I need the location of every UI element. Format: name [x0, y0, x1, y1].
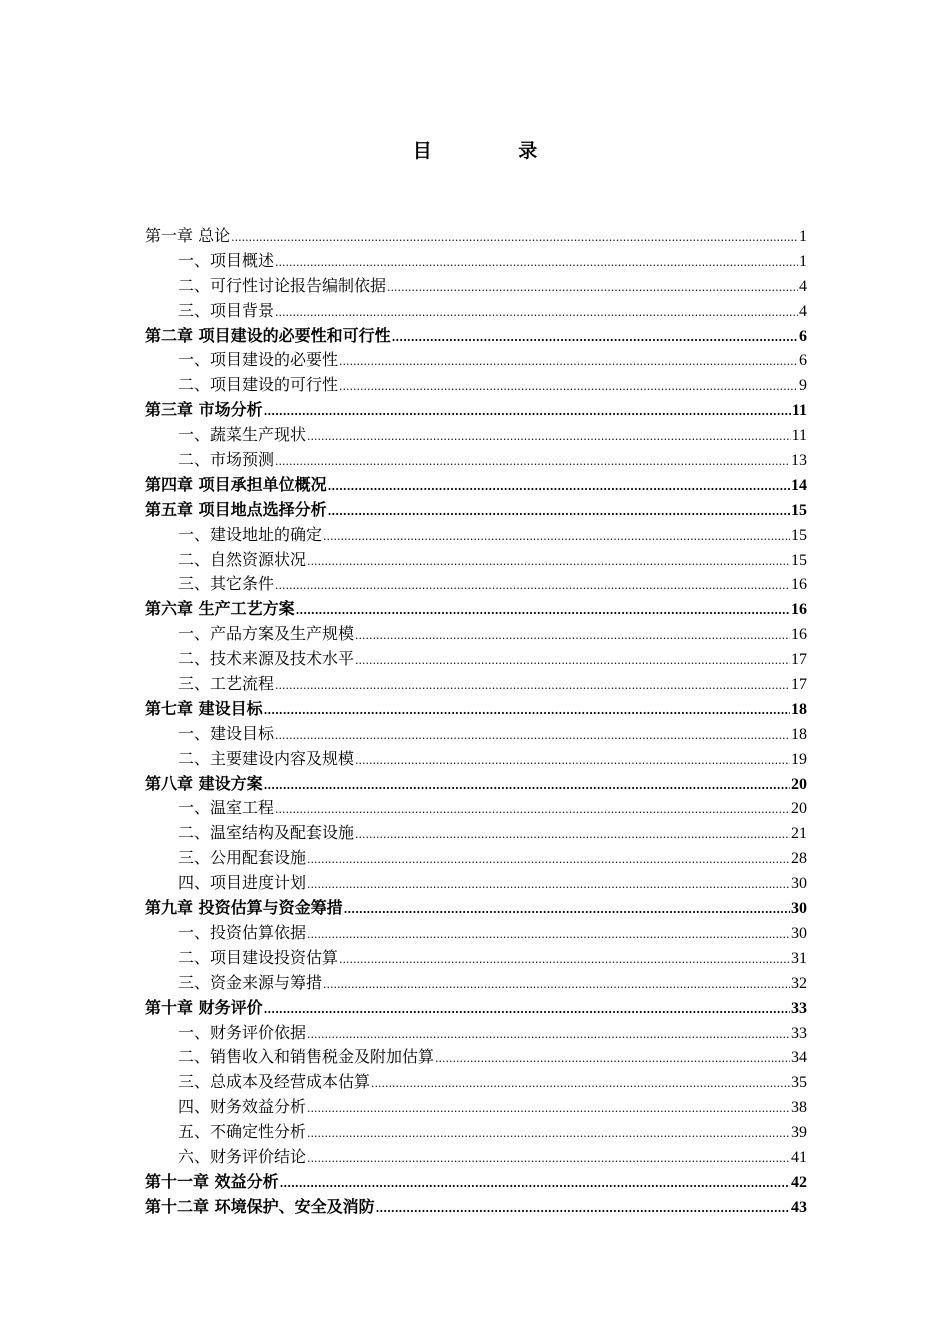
toc-page-number: 6	[799, 327, 807, 345]
toc-entry-title: 三、工艺流程	[178, 674, 275, 694]
toc-entry-title: 第十一章 效益分析	[145, 1171, 279, 1191]
toc-page-number: 18	[791, 700, 807, 718]
toc-section-entry[interactable]	[145, 647, 807, 672]
toc-page-number: 41	[791, 1148, 807, 1166]
toc-chapter-entry[interactable]	[145, 772, 807, 797]
toc-chapter-entry[interactable]	[145, 473, 807, 498]
toc-page-number: 21	[791, 825, 807, 843]
toc-entry-title: 二、主要建设内容及规模	[178, 748, 355, 768]
toc-entry-title: 四、项目进度计划	[178, 873, 307, 893]
toc-section-entry[interactable]	[145, 1120, 807, 1145]
toc-entry-title: 二、项目建设投资估算	[178, 947, 339, 967]
toc-section-entry[interactable]	[145, 722, 807, 747]
toc-dot-leader	[435, 1047, 790, 1072]
toc-section-entry[interactable]	[145, 348, 807, 373]
toc-entry-title: 第四章 项目承担单位概况	[145, 474, 327, 494]
toc-entry-title: 二、技术来源及技术水平	[178, 649, 355, 669]
toc-entry-title: 第十二章 环境保护、安全及消防	[145, 1196, 375, 1216]
toc-page-number: 32	[791, 974, 807, 992]
toc-page-number: 30	[791, 875, 807, 893]
toc-section-entry[interactable]	[145, 423, 807, 448]
toc-entry-title: 第一章 总论	[145, 226, 231, 245]
toc-entry-title: 二、项目建设的可行性	[178, 375, 339, 395]
toc-page-number: 9	[799, 377, 807, 395]
toc-section-entry[interactable]	[145, 1095, 807, 1120]
toc-dot-leader	[280, 1172, 790, 1197]
toc-dot-leader	[275, 574, 790, 599]
toc-dot-leader	[355, 624, 790, 649]
toc-dot-leader	[264, 774, 790, 799]
toc-dot-leader	[392, 326, 798, 351]
toc-section-entry[interactable]	[145, 448, 807, 473]
toc-entry-title: 第六章 生产工艺方案	[145, 599, 295, 619]
toc-dot-leader	[307, 550, 790, 575]
toc-page-number: 19	[791, 750, 807, 768]
toc-entry-title: 第八章 建设方案	[145, 773, 263, 793]
toc-page-number: 1	[799, 228, 807, 245]
toc-section-entry[interactable]	[145, 946, 807, 971]
toc-page-number: 13	[791, 452, 807, 470]
toc-dot-leader	[275, 724, 790, 749]
toc-section-entry[interactable]	[145, 299, 807, 324]
toc-entry-title: 一、建设地址的确定	[178, 524, 323, 544]
toc-dot-leader	[275, 798, 790, 823]
toc-entry-title: 二、市场预测	[178, 450, 275, 470]
toc-entry-title: 一、财务评价依据	[178, 1022, 307, 1042]
toc-page-number: 4	[799, 277, 807, 295]
toc-section-entry[interactable]	[145, 846, 807, 871]
toc-dot-leader	[296, 599, 790, 624]
toc-dot-leader	[307, 923, 790, 948]
toc-dot-leader	[264, 400, 791, 425]
toc-chapter-entry[interactable]	[145, 1195, 807, 1220]
toc-page-number: 16	[791, 576, 807, 594]
toc-entry-title: 一、投资估算依据	[178, 922, 307, 942]
toc-page-number: 35	[791, 1074, 807, 1092]
toc-entry-title: 一、蔬菜生产现状	[178, 425, 307, 445]
toc-page-number: 30	[791, 900, 807, 918]
toc-dot-leader	[323, 525, 790, 550]
toc-chapter-entry[interactable]	[145, 224, 807, 249]
toc-dot-leader	[275, 450, 790, 475]
toc-entry-title: 二、温室结构及配套设施	[178, 823, 355, 843]
toc-section-entry[interactable]	[145, 747, 807, 772]
toc-entry-title: 第五章 项目地点选择分析	[145, 499, 327, 519]
toc-page-number: 30	[791, 924, 807, 942]
toc-chapter-entry[interactable]	[145, 498, 807, 523]
toc-dot-leader	[344, 898, 790, 923]
toc-dot-leader	[307, 1122, 790, 1147]
toc-section-entry[interactable]	[145, 821, 807, 846]
toc-page-number: 1	[799, 252, 807, 270]
toc-dot-leader	[275, 251, 798, 276]
toc-page-number: 39	[791, 1124, 807, 1142]
toc-dot-leader	[231, 226, 798, 251]
toc-entry-title: 三、项目背景	[178, 300, 275, 320]
toc-dot-leader	[275, 674, 790, 699]
toc-section-entry[interactable]	[145, 622, 807, 647]
toc-dot-leader	[355, 749, 790, 774]
toc-dot-leader	[376, 1197, 790, 1222]
toc-dot-leader	[355, 649, 790, 674]
toc-section-entry[interactable]	[145, 1021, 807, 1046]
toc-entry-title: 一、温室工程	[178, 798, 275, 818]
toc-entry-title: 一、项目建设的必要性	[178, 350, 339, 370]
toc-section-entry[interactable]	[145, 1070, 807, 1095]
toc-section-entry[interactable]	[145, 373, 807, 398]
page-title: 目 录	[412, 140, 578, 162]
toc-dot-leader	[355, 823, 790, 848]
toc-section-entry[interactable]	[145, 672, 807, 697]
toc-dot-leader	[323, 973, 790, 998]
toc-section-entry[interactable]	[145, 921, 807, 946]
toc-entry-title: 第七章 建设目标	[145, 698, 263, 718]
toc-dot-leader	[387, 276, 798, 301]
toc-entry-title: 五、不确定性分析	[178, 1122, 307, 1142]
toc-chapter-entry[interactable]	[145, 597, 807, 622]
toc-dot-leader	[328, 475, 790, 500]
toc-section-entry[interactable]	[145, 523, 807, 548]
toc-entry-title: 三、公用配套设施	[178, 848, 307, 868]
toc-dot-leader	[307, 848, 790, 873]
toc-chapter-entry[interactable]	[145, 1170, 807, 1195]
toc-page-number: 16	[791, 626, 807, 644]
toc-dot-leader	[371, 1072, 790, 1097]
toc-page-number: 42	[791, 1173, 807, 1191]
toc-page-number: 43	[791, 1198, 807, 1216]
toc-entry-title: 二、销售收入和销售税金及附加估算	[178, 1047, 435, 1067]
toc-section-entry[interactable]	[145, 1045, 807, 1070]
toc-page-number: 11	[791, 402, 807, 420]
toc-entry-title: 六、财务评价结论	[178, 1146, 307, 1166]
toc-entry-title: 第三章 市场分析	[145, 400, 263, 420]
toc-dot-leader	[307, 1147, 790, 1172]
toc-page-number: 11	[791, 427, 807, 445]
toc-section-entry[interactable]	[145, 249, 807, 274]
toc-section-entry[interactable]	[145, 274, 807, 299]
toc-dot-leader	[307, 1023, 790, 1048]
table-of-contents	[145, 224, 807, 1220]
toc-section-entry[interactable]	[145, 548, 807, 573]
toc-page-number: 28	[791, 850, 807, 868]
toc-dot-leader	[307, 1097, 790, 1122]
toc-page-number: 4	[799, 302, 807, 320]
toc-page-number: 6	[799, 352, 807, 370]
toc-dot-leader	[275, 301, 798, 326]
toc-chapter-entry[interactable]	[145, 398, 807, 423]
toc-entry-title: 第二章 项目建设的必要性和可行性	[145, 325, 391, 345]
toc-dot-leader	[339, 350, 798, 375]
toc-entry-title: 第九章 投资估算与资金筹措	[145, 898, 343, 918]
toc-dot-leader	[339, 375, 798, 400]
toc-entry-title: 二、自然资源状况	[178, 549, 307, 569]
toc-page-number: 15	[791, 526, 807, 544]
toc-entry-title: 三、总成本及经营成本估算	[178, 1072, 371, 1092]
toc-page-number: 33	[791, 999, 807, 1017]
toc-page-number: 33	[791, 1024, 807, 1042]
toc-dot-leader	[264, 699, 790, 724]
toc-entry-title: 二、可行性讨论报告编制依据	[178, 275, 387, 295]
toc-page-number: 38	[791, 1099, 807, 1117]
toc-entry-title: 一、项目概述	[178, 250, 275, 270]
toc-section-entry[interactable]	[145, 971, 807, 996]
toc-dot-leader	[307, 425, 791, 450]
toc-section-entry[interactable]	[145, 572, 807, 597]
toc-entry-title: 一、产品方案及生产规模	[178, 624, 355, 644]
toc-page-number: 15	[791, 501, 807, 519]
toc-chapter-entry[interactable]	[145, 996, 807, 1021]
toc-chapter-entry[interactable]	[145, 896, 807, 921]
toc-page-number: 34	[791, 1049, 807, 1067]
toc-section-entry[interactable]	[145, 1145, 807, 1170]
toc-entry-title: 一、建设目标	[178, 723, 275, 743]
toc-entry-title: 三、资金来源与筹措	[178, 972, 323, 992]
toc-page-number: 20	[791, 800, 807, 818]
toc-page-number: 20	[791, 775, 807, 793]
toc-page-number: 31	[791, 949, 807, 967]
toc-section-entry[interactable]	[145, 796, 807, 821]
toc-page-number: 17	[791, 676, 807, 694]
toc-page-number: 16	[791, 601, 807, 619]
toc-dot-leader	[328, 500, 790, 525]
toc-dot-leader	[307, 873, 790, 898]
toc-chapter-entry[interactable]	[145, 324, 807, 349]
toc-dot-leader	[264, 998, 790, 1023]
toc-section-entry[interactable]	[145, 871, 807, 896]
toc-page-number: 17	[791, 651, 807, 669]
toc-entry-title: 四、财务效益分析	[178, 1097, 307, 1117]
toc-entry-title: 三、其它条件	[178, 574, 275, 594]
toc-page-number: 15	[791, 551, 807, 569]
toc-entry-title: 第十章 财务评价	[145, 997, 263, 1017]
toc-dot-leader	[339, 948, 790, 973]
toc-page-number: 18	[791, 725, 807, 743]
toc-chapter-entry[interactable]	[145, 697, 807, 722]
toc-page-number: 14	[791, 476, 807, 494]
